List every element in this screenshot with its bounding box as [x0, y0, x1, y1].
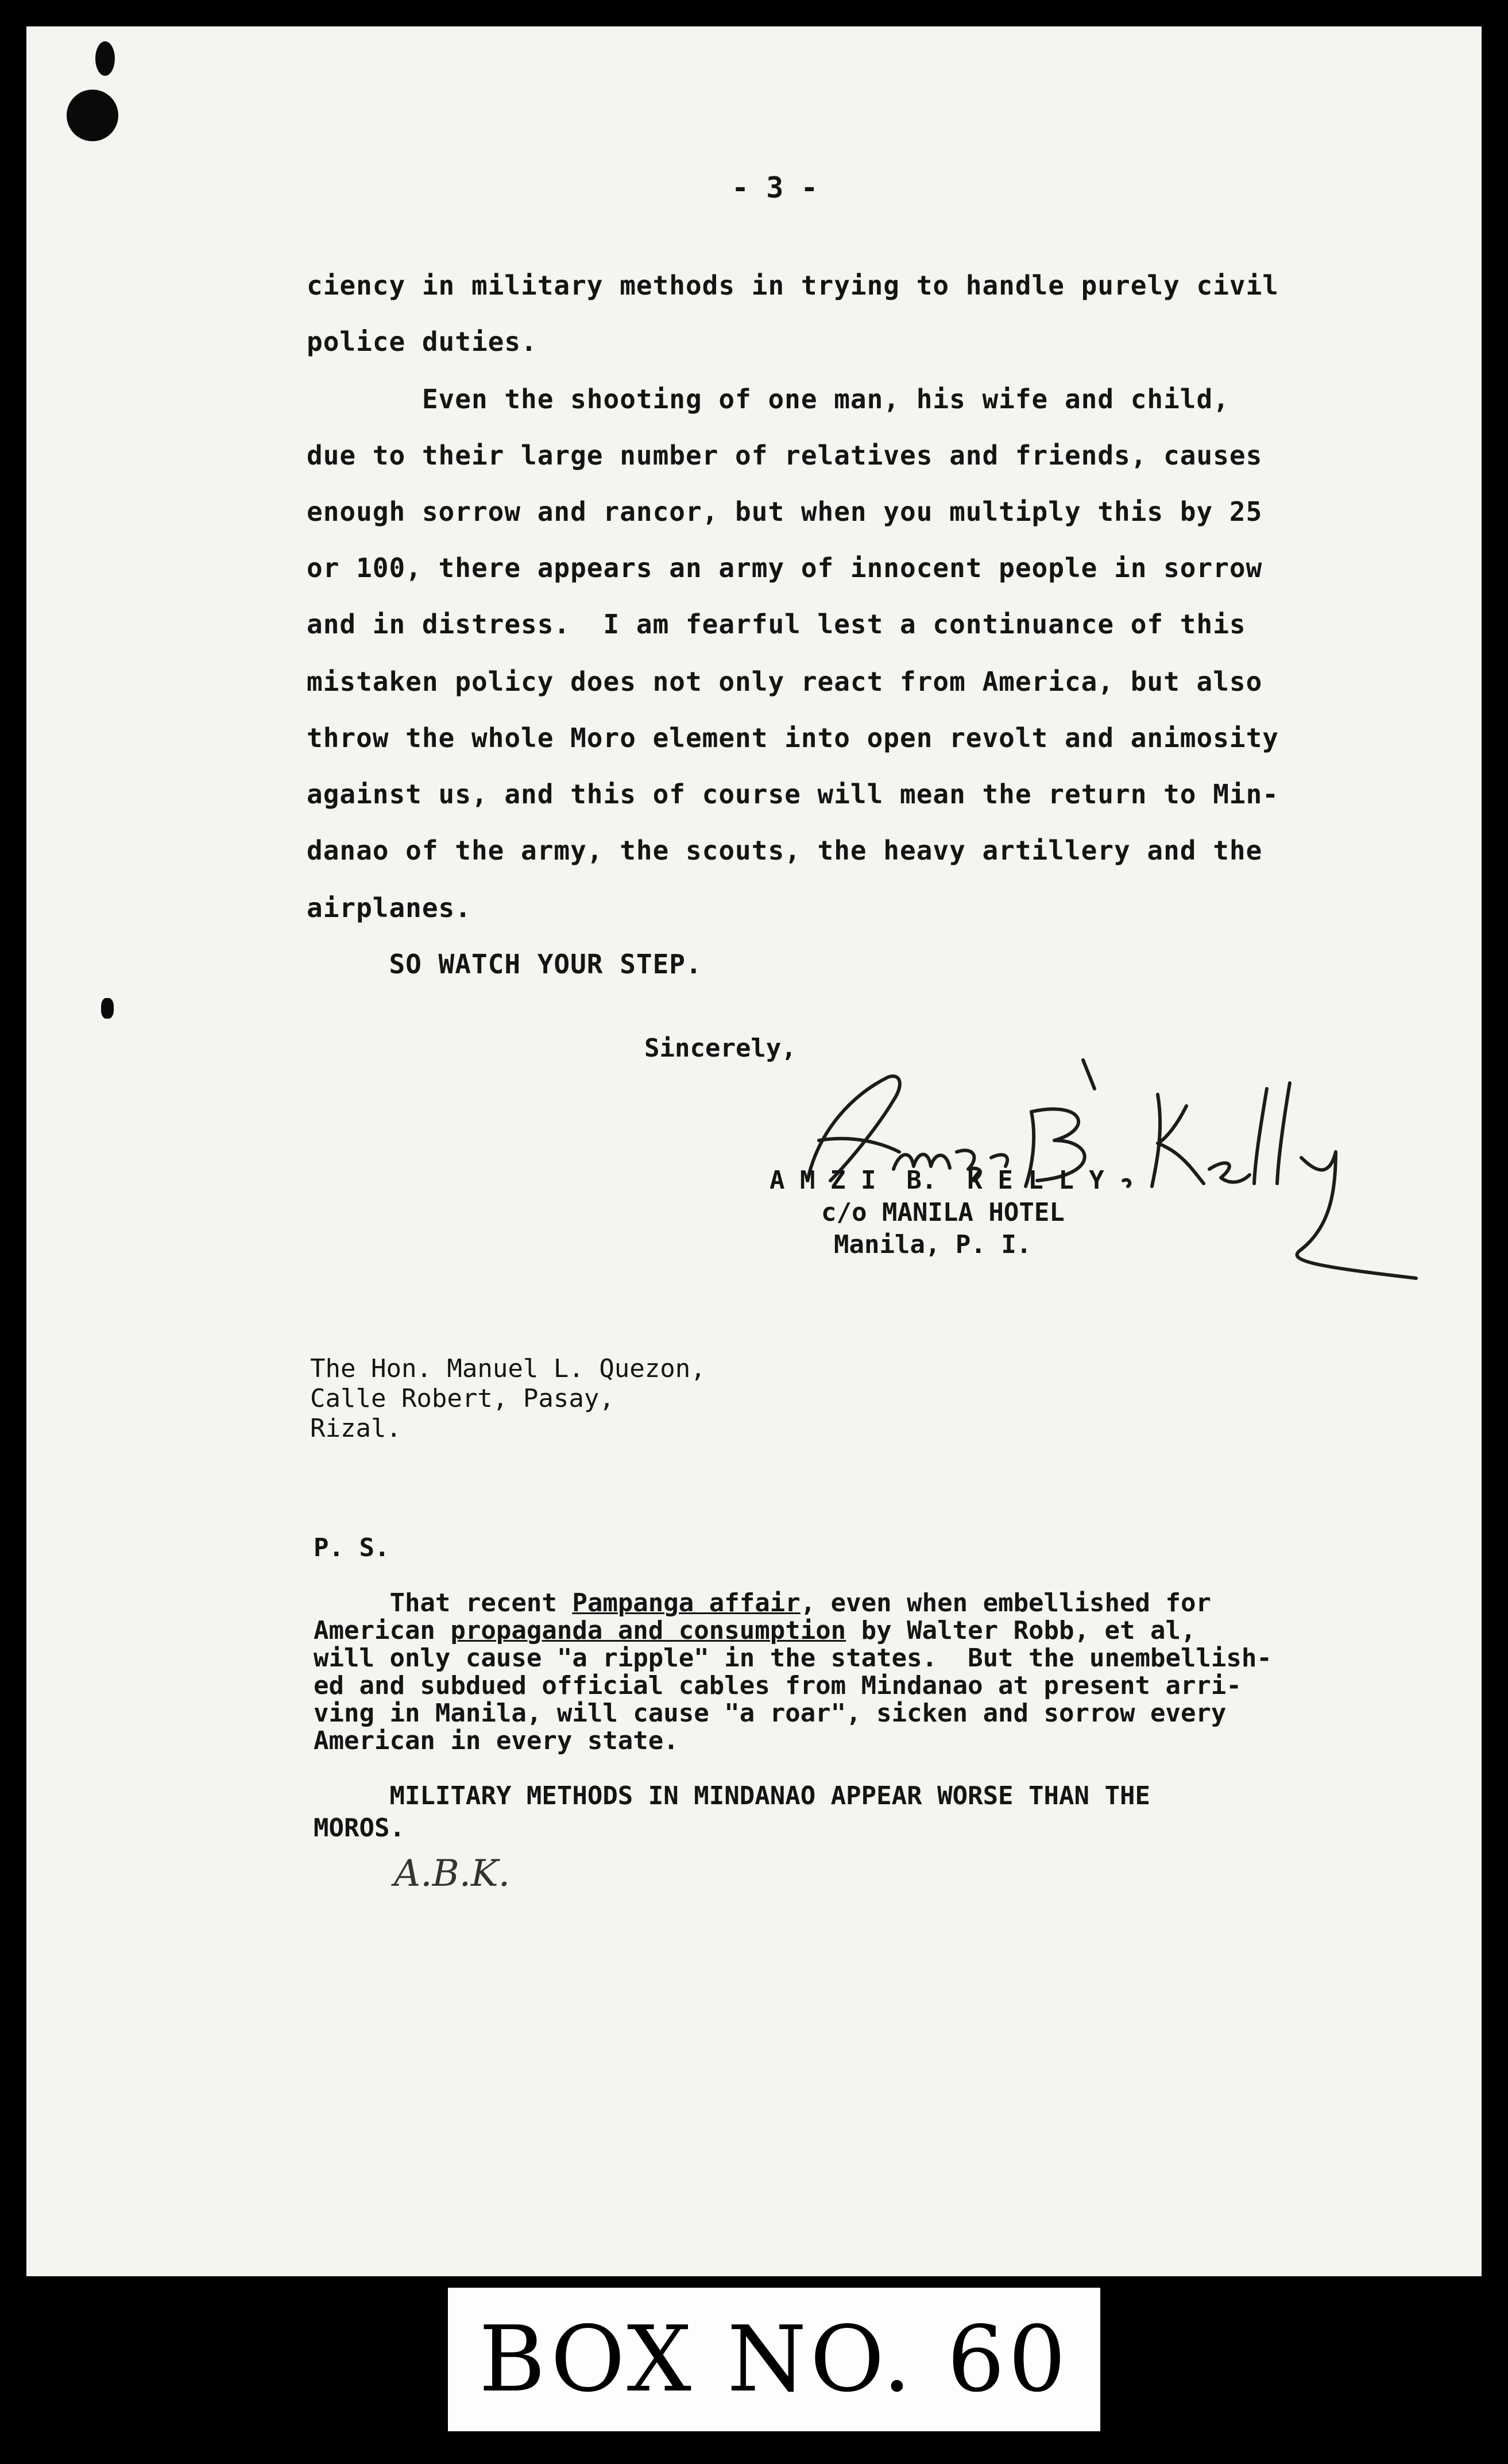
- page-number: - 3 -: [732, 171, 818, 204]
- body-text-line: enough sorrow and rancor, but when you multiply this by 25: [307, 496, 1263, 527]
- body-text-line: due to their large number of relatives and friends, causes: [307, 440, 1263, 471]
- postscript-closing-statement: MILITARY METHODS IN MINDANAO APPEAR WORSE THAN THE: [314, 1781, 1150, 1811]
- ink-blot-mark: [101, 998, 114, 1019]
- postscript-line: American in every state.: [314, 1726, 679, 1755]
- body-text-line: and in distress. I am fearful lest a continuance of this: [307, 609, 1246, 640]
- postscript-line: will only cause "a ripple" in the states. But the unembellish-: [314, 1643, 1272, 1673]
- postscript-underlined-text: Pampanga affair: [572, 1588, 801, 1618]
- postscript-text: by Walter Robb, et al,: [846, 1616, 1196, 1645]
- addressee-city: Rizal.: [310, 1414, 401, 1443]
- document-page: [26, 26, 1482, 2276]
- addressee-street: Calle Robert, Pasay,: [310, 1384, 614, 1413]
- body-text-line: police duties.: [307, 326, 538, 357]
- body-text-line: danao of the army, the scouts, the heavy artillery and the: [307, 835, 1263, 866]
- postscript-closing-statement: MOROS.: [314, 1813, 405, 1843]
- postscript-text: That recent: [314, 1588, 573, 1618]
- postscript-text: American: [314, 1616, 451, 1645]
- body-text-line: Even the shooting of one man, his wife and child,: [307, 384, 1229, 415]
- body-text-line: airplanes.: [307, 892, 471, 923]
- signer-address: c/o MANILA HOTEL: [821, 1198, 1065, 1227]
- postscript-underlined-text: propaganda and consumption: [450, 1616, 846, 1645]
- addressee-name: The Hon. Manuel L. Quezon,: [310, 1354, 706, 1383]
- body-text-line: throw the whole Moro element into open revolt and animosity: [307, 722, 1279, 753]
- postscript-line: ed and subdued official cables from Mindanao at present arri-: [314, 1671, 1242, 1700]
- postscript-line: [314, 1588, 1211, 1618]
- postscript-text: , even when embellished for: [800, 1588, 1211, 1618]
- closing-salutation: Sincerely,: [644, 1034, 796, 1063]
- handwritten-initials: A.B.K.: [394, 1852, 511, 1895]
- postscript-line: ving in Manila, will cause "a roar", sicken and sorrow every: [314, 1699, 1227, 1728]
- postscript-heading: P. S.: [314, 1533, 390, 1562]
- body-text-line: ciency in military methods in trying to handle purely civil: [307, 270, 1279, 301]
- postscript-line: [314, 1616, 1196, 1645]
- ink-blot-mark: [67, 90, 118, 141]
- ink-blot-mark: [95, 41, 115, 76]
- body-text-line: or 100, there appears an army of innocent people in sorrow: [307, 552, 1263, 583]
- body-text-line: mistaken policy does not only react from America, but also: [307, 666, 1263, 697]
- body-text-line: against us, and this of course will mean the return to Min-: [307, 779, 1279, 810]
- signer-city: Manila, P. I.: [834, 1230, 1032, 1259]
- signer-name: A M Z I B. K E L L Y: [770, 1166, 1104, 1195]
- body-text-line: SO WATCH YOUR STEP.: [307, 949, 702, 980]
- archive-box-label: BOX NO. 60: [448, 2288, 1100, 2431]
